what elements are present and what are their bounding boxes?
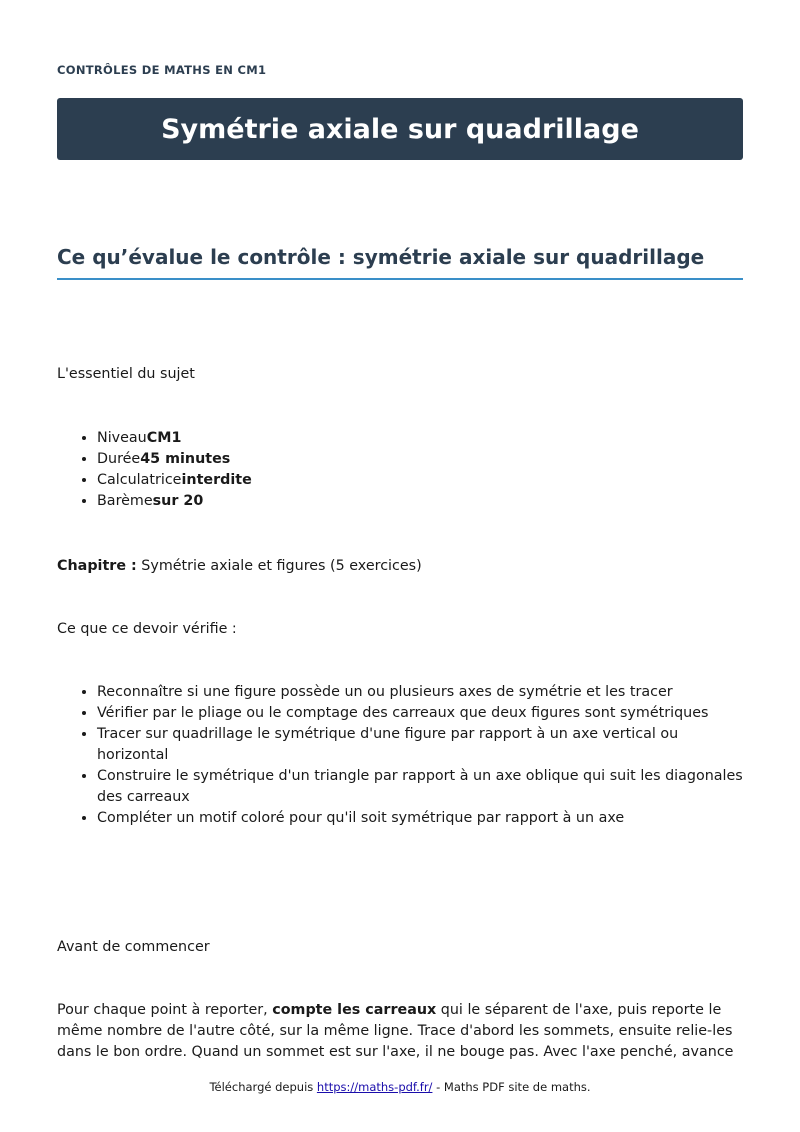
list-item: • Reconnaître si une figure possède un ou plusieurs axes de symétrie et les tracer bbox=[97, 682, 743, 703]
list-item: • Durée45 minutes bbox=[97, 449, 743, 470]
list-item: • Construire le symétrique d'un triangle par rapport à un axe oblique qui suit les diagonales des carreaux bbox=[97, 766, 743, 808]
list-item: • Compléter un motif coloré pour qu'il soit symétrique par rapport à un axe bbox=[97, 808, 743, 829]
page-title: Symétrie axiale sur quadrillage bbox=[161, 113, 639, 145]
list-item: • NiveauCM1 bbox=[97, 428, 743, 449]
chapter-line bbox=[57, 556, 422, 577]
list-item: • Barèmesur 20 bbox=[97, 491, 743, 512]
essentials-list bbox=[57, 428, 743, 512]
verifies-list bbox=[57, 682, 743, 829]
document-kicker: CONTRÔLES DE MATHS EN CM1 bbox=[57, 63, 267, 77]
title-banner bbox=[57, 98, 743, 160]
chapter-value: Symétrie axiale et figures (5 exercices) bbox=[141, 558, 422, 574]
emphasis: compte les carreaux bbox=[272, 1002, 437, 1018]
section-title: Ce qu’évalue le contrôle : symétrie axiale sur quadrillage bbox=[57, 245, 743, 280]
before-paragraph: Pour chaque point à reporter, compte les carreaux qui le séparent de l'axe, puis reporte le même nombre de l'autre côté, sur la même ligne. Trace d'abord les sommets, ensuite relie-les dans le bon ordre. Quand un sommet est sur l'axe, il ne bouge pas. Avec l'axe penché, avance bbox=[57, 1002, 734, 1060]
list-item: • Vérifier par le pliage ou le comptage des carreaux que deux figures sont symétriques bbox=[97, 703, 743, 724]
footer-link[interactable]: https://maths-pdf.fr/ bbox=[316, 1080, 433, 1094]
page-footer: Téléchargé depuis https://maths-pdf.fr/ - Maths PDF site de maths. bbox=[209, 1080, 591, 1094]
list-item: • Calculatriceinterdite bbox=[97, 470, 743, 491]
verifies-heading: Ce que ce devoir vérifie : bbox=[57, 621, 237, 637]
chapter-label: Chapitre : bbox=[57, 558, 137, 574]
list-item: • Tracer sur quadrillage le symétrique d'une figure par rapport à un axe vertical ou horizontal bbox=[97, 724, 743, 766]
before-heading: Avant de commencer bbox=[57, 939, 210, 955]
essentials-heading: L'essentiel du sujet bbox=[57, 366, 195, 382]
